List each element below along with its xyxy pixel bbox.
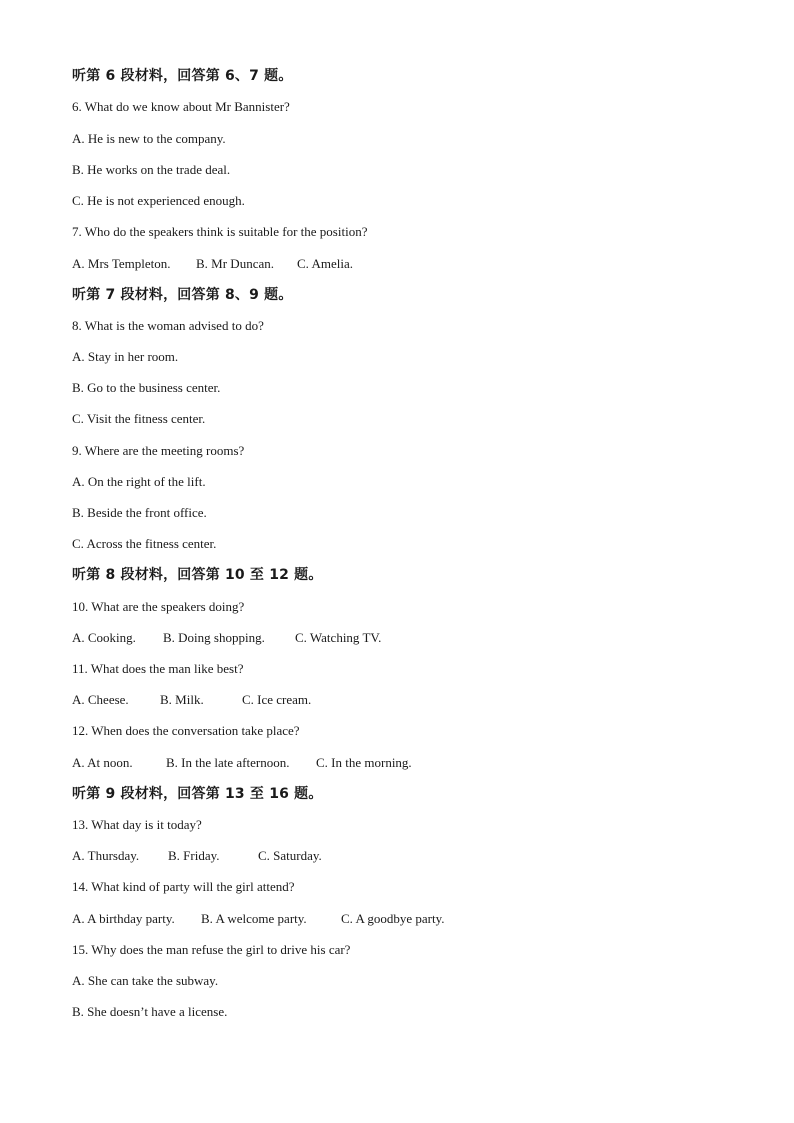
answer-option: A. He is new to the company.: [72, 131, 226, 146]
answer-option: B. Friday.: [168, 848, 220, 863]
answer-option: A. Cooking.: [72, 630, 136, 645]
answer-option: B. A welcome party.: [201, 911, 307, 926]
answer-option: C. In the morning.: [316, 755, 412, 770]
answer-option: C. Amelia.: [297, 256, 353, 271]
answer-option: C. He is not experienced enough.: [72, 193, 245, 208]
section-heading: 听第 6 段材料，回答第 6、7 题。: [72, 68, 293, 84]
answer-option: A. Mrs Templeton.: [72, 256, 171, 271]
section-heading: 听第 9 段材料，回答第 13 至 16 题。: [72, 786, 323, 802]
question-text: 14. What kind of party will the girl attend?: [72, 879, 295, 894]
answer-option: A. She can take the subway.: [72, 973, 219, 988]
answer-option: C. Saturday.: [258, 848, 322, 863]
answer-option: B. Mr Duncan.: [196, 256, 274, 271]
answer-option: A. A birthday party.: [72, 911, 175, 926]
answer-option: C. A goodbye party.: [341, 911, 445, 926]
section-heading: 听第 8 段材料，回答第 10 至 12 题。: [72, 567, 323, 583]
options-row: [72, 630, 381, 646]
answer-option: B. He works on the trade deal.: [72, 162, 231, 177]
question-text: 12. When does the conversation take place?: [72, 723, 300, 738]
question-text: 7. Who do the speakers think is suitable for the position?: [72, 224, 368, 239]
answer-option: B. Beside the front office.: [72, 505, 207, 520]
question-text: 13. What day is it today?: [72, 817, 202, 832]
question-text: 10. What are the speakers doing?: [72, 599, 245, 614]
answer-option: B. She doesn’t have a license.: [72, 1004, 228, 1019]
question-text: 11. What does the man like best?: [72, 661, 244, 676]
answer-option: B. Milk.: [160, 692, 204, 707]
answer-option: B. Doing shopping.: [163, 630, 265, 645]
options-row: [72, 755, 412, 771]
section-heading: 听第 7 段材料，回答第 8、9 题。: [72, 287, 293, 303]
answer-option: A. At noon.: [72, 755, 133, 770]
options-row: [72, 911, 445, 927]
options-row: [72, 692, 311, 708]
answer-option: A. On the right of the lift.: [72, 474, 206, 489]
question-text: 6. What do we know about Mr Bannister?: [72, 99, 290, 114]
question-text: 9. Where are the meeting rooms?: [72, 443, 245, 458]
answer-option: B. In the late afternoon.: [166, 755, 290, 770]
answer-option: A. Cheese.: [72, 692, 129, 707]
answer-option: C. Visit the fitness center.: [72, 411, 206, 426]
options-row: [72, 256, 353, 272]
question-text: 8. What is the woman advised to do?: [72, 318, 264, 333]
answer-option: C. Watching TV.: [295, 630, 382, 645]
answer-option: C. Ice cream.: [242, 692, 312, 707]
options-row: [72, 848, 322, 864]
answer-option: B. Go to the business center.: [72, 380, 221, 395]
answer-option: C. Across the fitness center.: [72, 536, 217, 551]
answer-option: A. Stay in her room.: [72, 349, 179, 364]
answer-option: A. Thursday.: [72, 848, 140, 863]
question-text: 15. Why does the man refuse the girl to drive his car?: [72, 942, 351, 957]
